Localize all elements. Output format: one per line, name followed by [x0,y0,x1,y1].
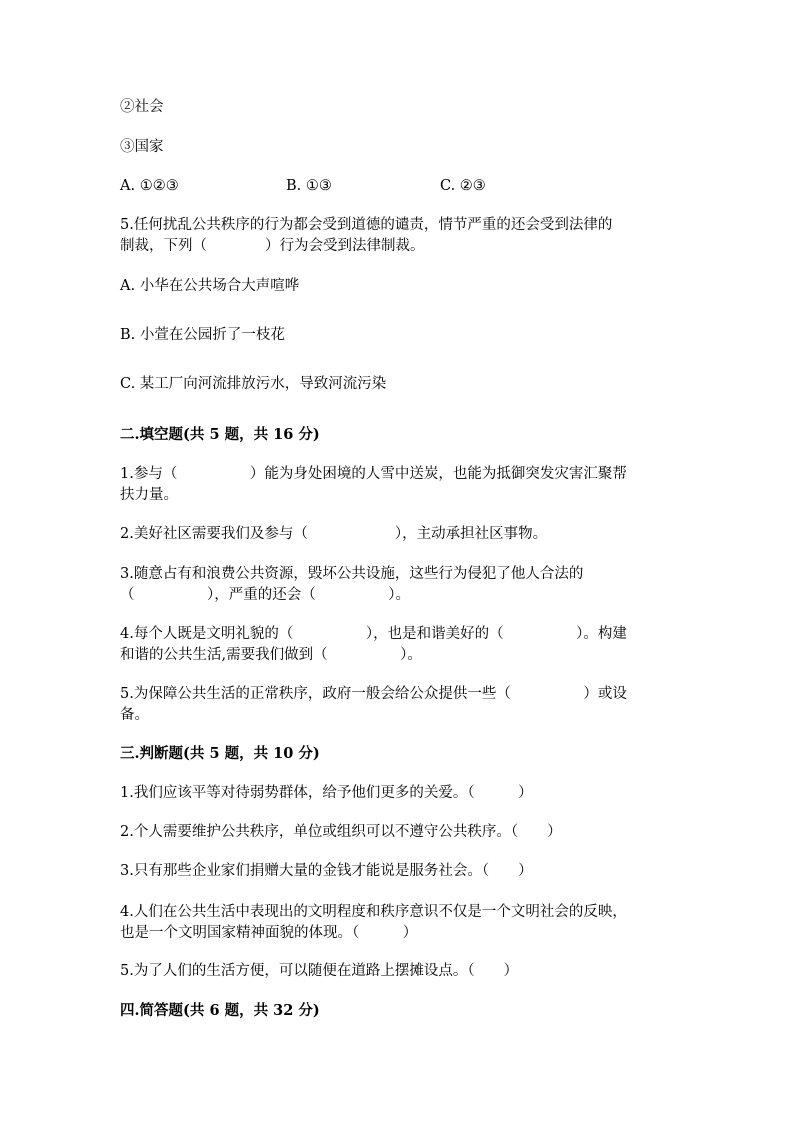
question-text: 1.我们应该平等对待弱势群体，给予他们更多的关爱。（ ） [120,785,533,801]
question-text: 制裁，下列（ ）行为会受到法律制裁。 [120,238,425,254]
q4-option-a: A. ①②③ [120,178,179,194]
question-text: 扶力量。 [120,487,178,503]
question-text: 也是一个文明国家精神面貌的体现。（ ） [120,925,418,941]
question-text: 和谐的公共生活,需要我们做到（ ）。 [120,647,422,663]
question-text: 2.美好社区需要我们及参与（ ），主动承担社区事物。 [120,526,548,542]
choice-item-country: ③国家 [120,139,164,155]
question-text: 1.参与（ ）能为身处困境的人雪中送炭，也能为抵御突发灾害汇聚帮 [120,466,627,482]
choice-item-society: ②社会 [120,99,164,115]
section-heading-short-answer: 四.简答题(共 6 题，共 32 分) [120,1002,320,1019]
question-text: （ ），严重的还会（ ）。 [120,587,410,603]
question-text: 5.为了人们的生活方便，可以随便在道路上摆摊设点。（ ） [120,963,519,979]
option-b: B. 小萱在公园折了一枝花 [120,327,285,343]
question-text: 5.为保障公共生活的正常秩序，政府一般会给公众提供一些（ ）或设 [120,686,627,702]
q4-option-b: B. ①③ [286,178,332,194]
question-text: 备。 [120,707,149,723]
question-text: 2.个人需要维护公共秩序，单位或组织可以不遵守公共秩序。（ ） [120,824,562,840]
option-a: A. 小华在公共场合大声喧哗 [120,278,300,294]
question-text: 4.人们在公共生活中表现出的文明程度和秩序意识不仅是一个文明社会的反映， [120,904,627,920]
question-text: 5.任何扰乱公共秩序的行为都会受到道德的谴责，情节严重的还会受到法律的 [120,217,613,233]
section-heading-fill-blank: 二.填空题(共 5 题，共 16 分) [120,426,320,443]
question-text: 3.随意占有和浪费公共资源，毁坏公共设施，这些行为侵犯了他人合法的 [120,566,584,582]
q4-option-c: C. ②③ [440,178,486,194]
section-heading-true-false: 三.判断题(共 5 题，共 10 分) [120,745,320,762]
option-c: C. 某工厂向河流排放污水，导致河流污染 [120,376,387,392]
question-text: 4.每个人既是文明礼貌的（ ），也是和谐美好的（ ）。构建 [120,626,627,642]
question-text: 3.只有那些企业家们捐赠大量的金钱才能说是服务社会。（ ） [120,863,533,879]
